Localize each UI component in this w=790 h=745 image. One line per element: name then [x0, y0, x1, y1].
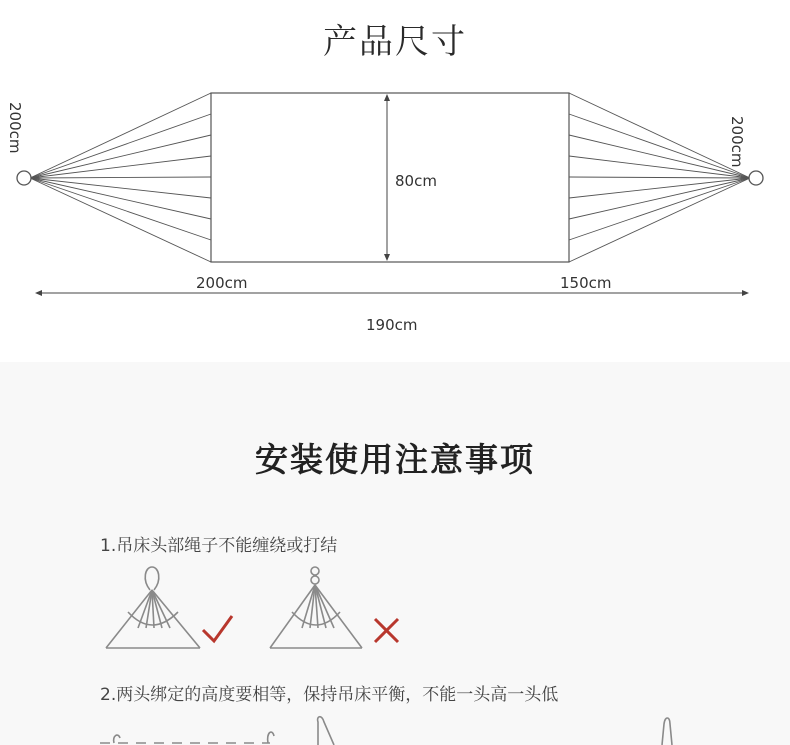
width-arrow — [384, 94, 390, 261]
instruction-step-2: 2.两头绑定的高度要相等，保持吊床平衡，不能一头高一头低 — [100, 685, 559, 705]
bottom-left-label: 200cm — [196, 274, 248, 292]
left-ring — [17, 171, 31, 185]
hammock-bed — [211, 93, 569, 262]
section-title-dimensions: 产品尺寸 — [323, 22, 467, 62]
right-ring — [749, 171, 763, 185]
instruction-step-1: 1.吊床头部绳子不能缠绕或打结 — [100, 536, 338, 556]
total-length-label: 190cm — [366, 316, 418, 334]
section-title-instructions: 安装使用注意事项 — [255, 440, 535, 479]
left-rope-fan — [30, 93, 211, 262]
cross-icon — [375, 619, 398, 642]
length-arrow — [35, 290, 749, 296]
check-icon — [203, 616, 232, 641]
correct-hang-icon — [106, 567, 200, 648]
left-side-label: 200cm — [6, 102, 24, 154]
width-label: 80cm — [395, 172, 437, 190]
right-side-label: 200cm — [728, 116, 746, 168]
bottom-right-label: 150cm — [560, 274, 612, 292]
tangled-hang-icon — [270, 567, 362, 648]
level-hang-icon — [100, 717, 672, 745]
right-rope-fan — [569, 93, 750, 262]
